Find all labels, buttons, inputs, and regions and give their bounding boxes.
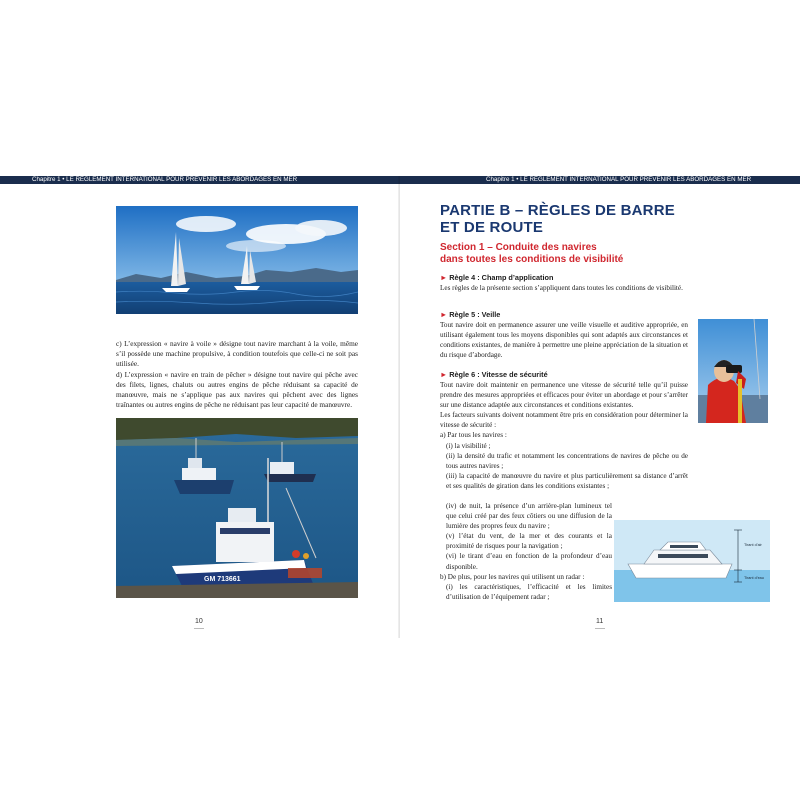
right-page-number: 11 [596,618,604,625]
section-title-line2: dans toutes les conditions de visibilité [440,254,624,265]
boat-registration: GM 713661 [204,576,241,583]
rule5-text: Tout navire doit en permanence assurer une veille visuelle et auditive appropriée, en utilisant également tous les moyens disponibles qui sont adaptés aux circonstances et conditions existantes, de manière à permettre une pleine appréciation de la situation et du risque d’abordage. [440,321,688,360]
lookout-photo [698,319,768,423]
draft-label: Tirant d’eau [744,576,764,580]
section-title [440,242,623,266]
paragraph-sailing-vessel: c) L’expression « navire à voile » désigne tout navire marchant à la voile, même s’il possède une machine propulsive, à condition toutefois que celle-ci ne soit pas utilisée. [116,339,358,369]
rule6-a-iii: (iii) la capacité de manœuvre du navire et plus particulièrement sa distance d’arrêt et ses qualités de giration dans les conditions existantes ; [446,471,688,490]
rule6-heading: ► Règle 6 : Vitesse de sécurité [440,370,548,379]
rule5-heading: ► Règle 5 : Veille [440,310,501,319]
rule6-text-top [440,380,688,491]
paragraph-fishing-vessel: d) L’expression « navire en train de pêcher » désigne tout navire qui pêche avec des filets, lignes, chaluts ou autres engins de pêche réduisant sa capacité de manœuvre, mais ne s’applique pas aux navires qui pêchent avec des lignes traînantes ou autres engins de pêche ne réduisant pas leur capacité de manœuvre. [116,369,358,410]
fishing-boats-photo [116,418,358,598]
rule6-a-vi: (vi) le tirant d’eau en fonction de la profondeur d’eau disponible. [446,552,612,571]
right-header-text: Chapitre 1 • LE RÈGLEMENT INTERNATIONAL POUR PRÉVENIR LES ABORDAGES EN MER [486,176,752,183]
left-header-bar [0,176,400,184]
arrow-icon: ► [440,273,448,282]
book-spread [0,176,800,638]
section-title-line1: Section 1 – Conduite des navires [440,242,597,253]
rule6-intro: Tout navire doit maintenir en permanence une vitesse de sécurité telle qu’il puisse prendre des mesures appropriées et efficaces pour éviter un abordage et pour s’arrêter sur une distance adaptée aux circonstances et conditions existantes. [440,381,688,410]
left-body-text [116,339,358,410]
rule6-a-ii: (ii) la densité du trafic et notamment les concentrations de navires de pêche ou de tous autres navires ; [446,451,688,470]
rule4-heading: ► Règle 4 : Champ d’application [440,273,554,282]
left-page-number: 10 [195,618,203,625]
left-page [0,176,400,638]
rule6-a: a) Par tous les navires : [440,431,507,440]
rule6-a-i: (i) la visibilité ; [446,441,491,450]
rule6-factors: Les facteurs suivants doivent notamment être pris en considération pour déterminer la vitesse de sécurité : [440,411,688,430]
part-title [440,202,675,236]
rule6-b-i: (i) les caractéristiques, l’efficacité et les limites d’utilisation de l’équipement radar ; [446,582,612,601]
arrow-icon: ► [440,370,448,379]
right-header-bar [400,176,800,184]
rule6-text-bottom [440,501,612,602]
right-page-number-line [595,628,605,629]
rule6-b: b) De plus, pour les navires qui utilisent un radar : [440,572,585,581]
rule4-text: Les règles de la présente section s’appliquent dans toutes les conditions de visibilité. [440,284,683,292]
air-draft-label: Tirant d’air [744,543,762,547]
rule6-a-v: (v) l’état du vent, de la mer et des courants et la proximité de risques pour la navigation ; [446,532,612,551]
arrow-icon: ► [440,310,448,319]
part-title-line1: PARTIE B – RÈGLES DE BARRE [440,202,675,219]
part-title-line2: ET DE ROUTE [440,219,544,236]
right-page [400,176,800,638]
left-header-text: Chapitre 1 • LE RÈGLEMENT INTERNATIONAL POUR PRÉVENIR LES ABORDAGES EN MER [32,176,298,183]
left-page-number-line [194,628,204,629]
sailboats-photo [116,206,358,314]
draft-diagram [614,520,770,602]
rule6-a-iv: (iv) de nuit, la présence d’un arrière-plan lumineux tel que celui créé par des feux côtiers ou une diffusion de la lumière des propres feux du navire ; [446,502,612,531]
